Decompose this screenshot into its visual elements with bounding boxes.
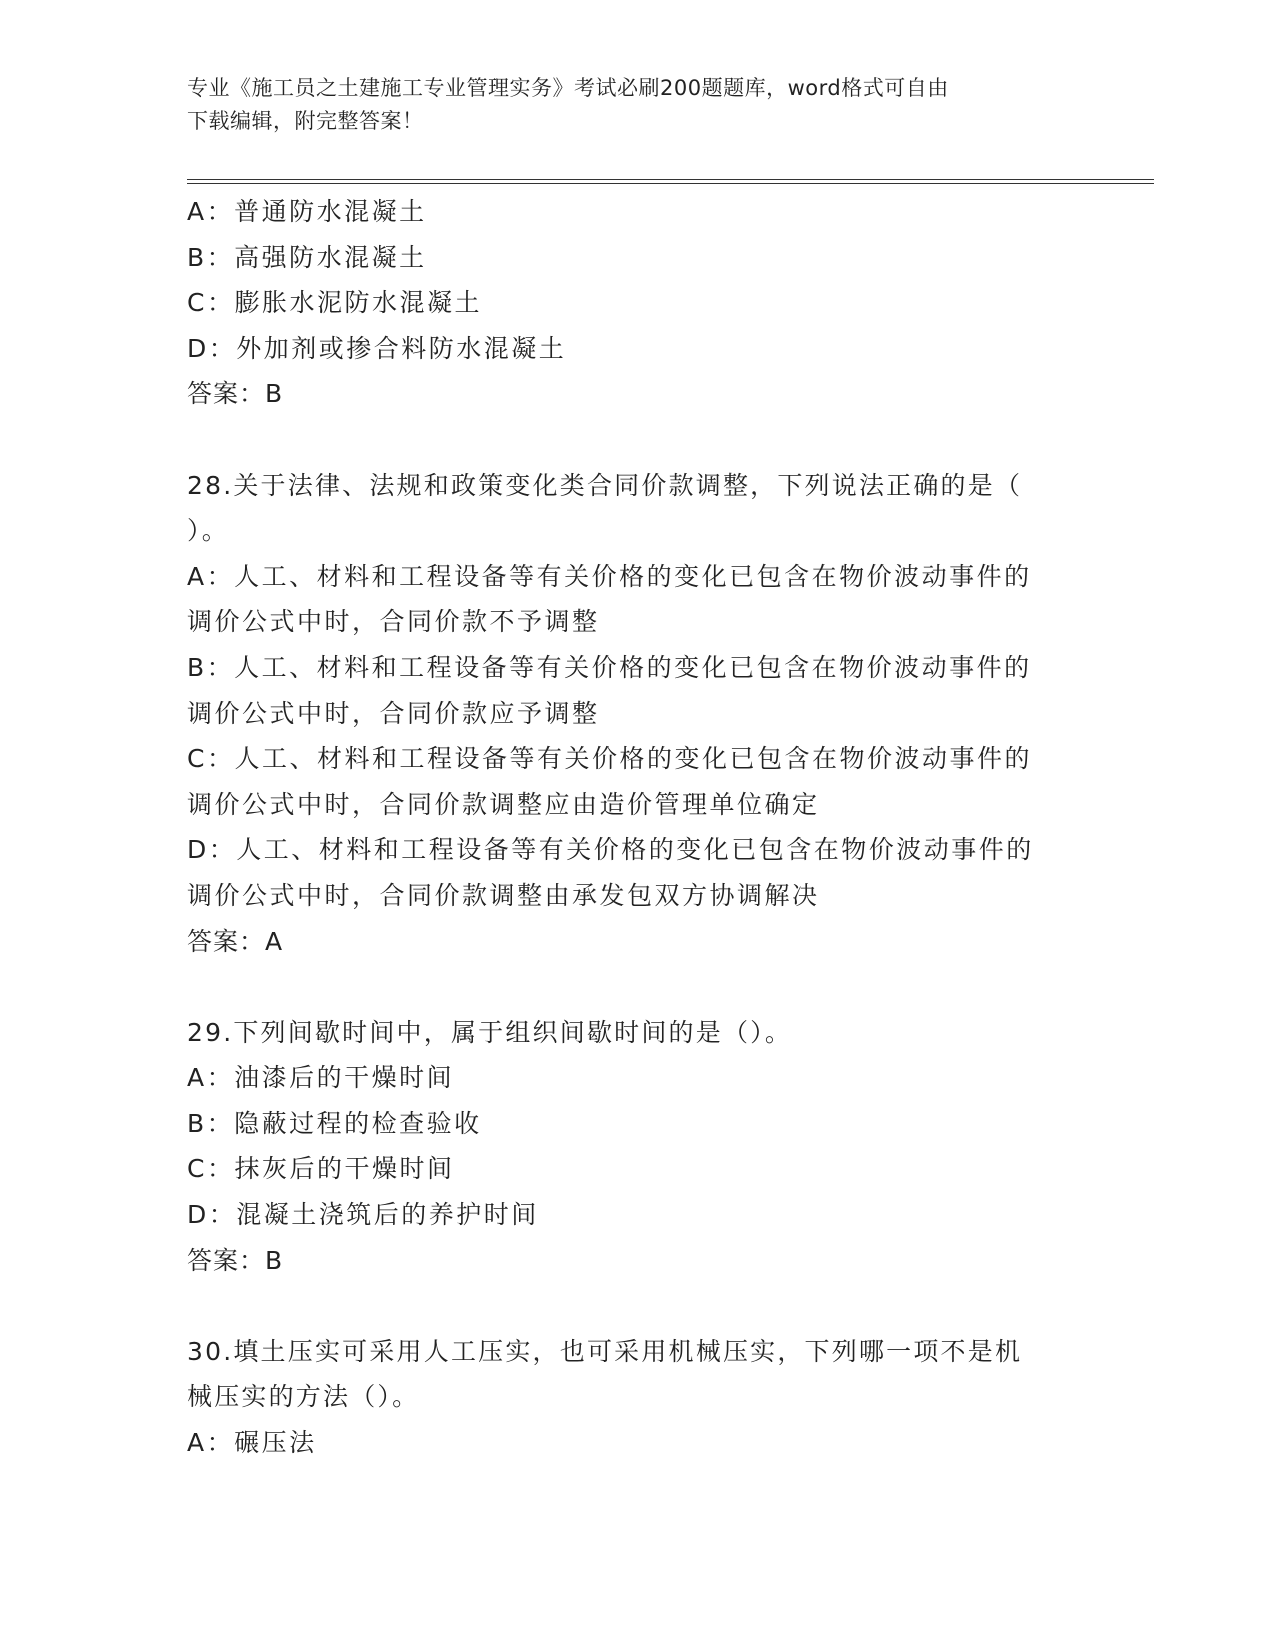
option-d: D：外加剂或掺合料防水混凝土 xyxy=(187,333,567,363)
option-a: A：碾压法 xyxy=(187,1428,317,1458)
option-b: B：高强防水混凝土 xyxy=(187,242,427,272)
option-a: A：油漆后的干燥时间 xyxy=(187,1063,455,1093)
question-29 xyxy=(187,1010,1087,1284)
option-d: D：混凝土浇筑后的养护时间 xyxy=(187,1200,539,1230)
option-a: A：人工、材料和工程设备等有关价格的变化已包含在物价波动事件的 xyxy=(187,561,1032,591)
answer-line: 答案：A xyxy=(187,926,284,956)
option-b: B：人工、材料和工程设备等有关价格的变化已包含在物价波动事件的 xyxy=(187,652,1032,682)
option-b: B：隐蔽过程的检查验收 xyxy=(187,1108,482,1138)
option-c-continued: 调价公式中时，合同价款调整应由造价管理单位确定 xyxy=(187,789,820,819)
header-rule-bottom xyxy=(187,183,1154,184)
option-c: C：抹灰后的干燥时间 xyxy=(187,1154,455,1184)
spacer xyxy=(187,964,1087,1010)
header-line-1: 专业《施工员之土建施工专业管理实务》考试必刷200题题库，word格式可自由 xyxy=(187,76,949,100)
option-d: D：人工、材料和工程设备等有关价格的变化已包含在物价波动事件的 xyxy=(187,835,1034,865)
question-stem-line: 30.填土压实可采用人工压实，也可采用机械压实，下列哪一项不是机 xyxy=(187,1336,1023,1366)
question-stem-line: ）。 xyxy=(187,516,229,546)
prev-question xyxy=(187,189,1087,417)
option-c: C：人工、材料和工程设备等有关价格的变化已包含在物价波动事件的 xyxy=(187,744,1032,774)
option-a-continued: 调价公式中时，合同价款不予调整 xyxy=(187,607,600,637)
option-a: A：普通防水混凝土 xyxy=(187,197,427,226)
spacer xyxy=(187,1283,1087,1329)
header-line-2: 下载编辑，附完整答案！ xyxy=(187,109,424,133)
option-b-continued: 调价公式中时，合同价款应予调整 xyxy=(187,698,600,728)
question-stem-line: 28.关于法律、法规和政策变化类合同价款调整，下列说法正确的是（ xyxy=(187,470,1023,500)
answer-line: 答案：B xyxy=(187,1245,284,1275)
answer-line: 答案：B xyxy=(187,379,284,409)
question-stem-line: 29.下列间歇时间中，属于组织间歇时间的是（）。 xyxy=(187,1017,793,1047)
header-rule-top xyxy=(187,179,1154,180)
document-header xyxy=(187,72,1067,138)
option-d-continued: 调价公式中时，合同价款调整由承发包双方协调解决 xyxy=(187,880,820,910)
question-30 xyxy=(187,1329,1087,1466)
option-c: C：膨胀水泥防水混凝土 xyxy=(187,288,482,318)
question-28 xyxy=(187,463,1087,965)
spacer xyxy=(187,417,1087,463)
document-body xyxy=(187,189,1087,1466)
question-stem-line: 械压实的方法（）。 xyxy=(187,1382,420,1412)
